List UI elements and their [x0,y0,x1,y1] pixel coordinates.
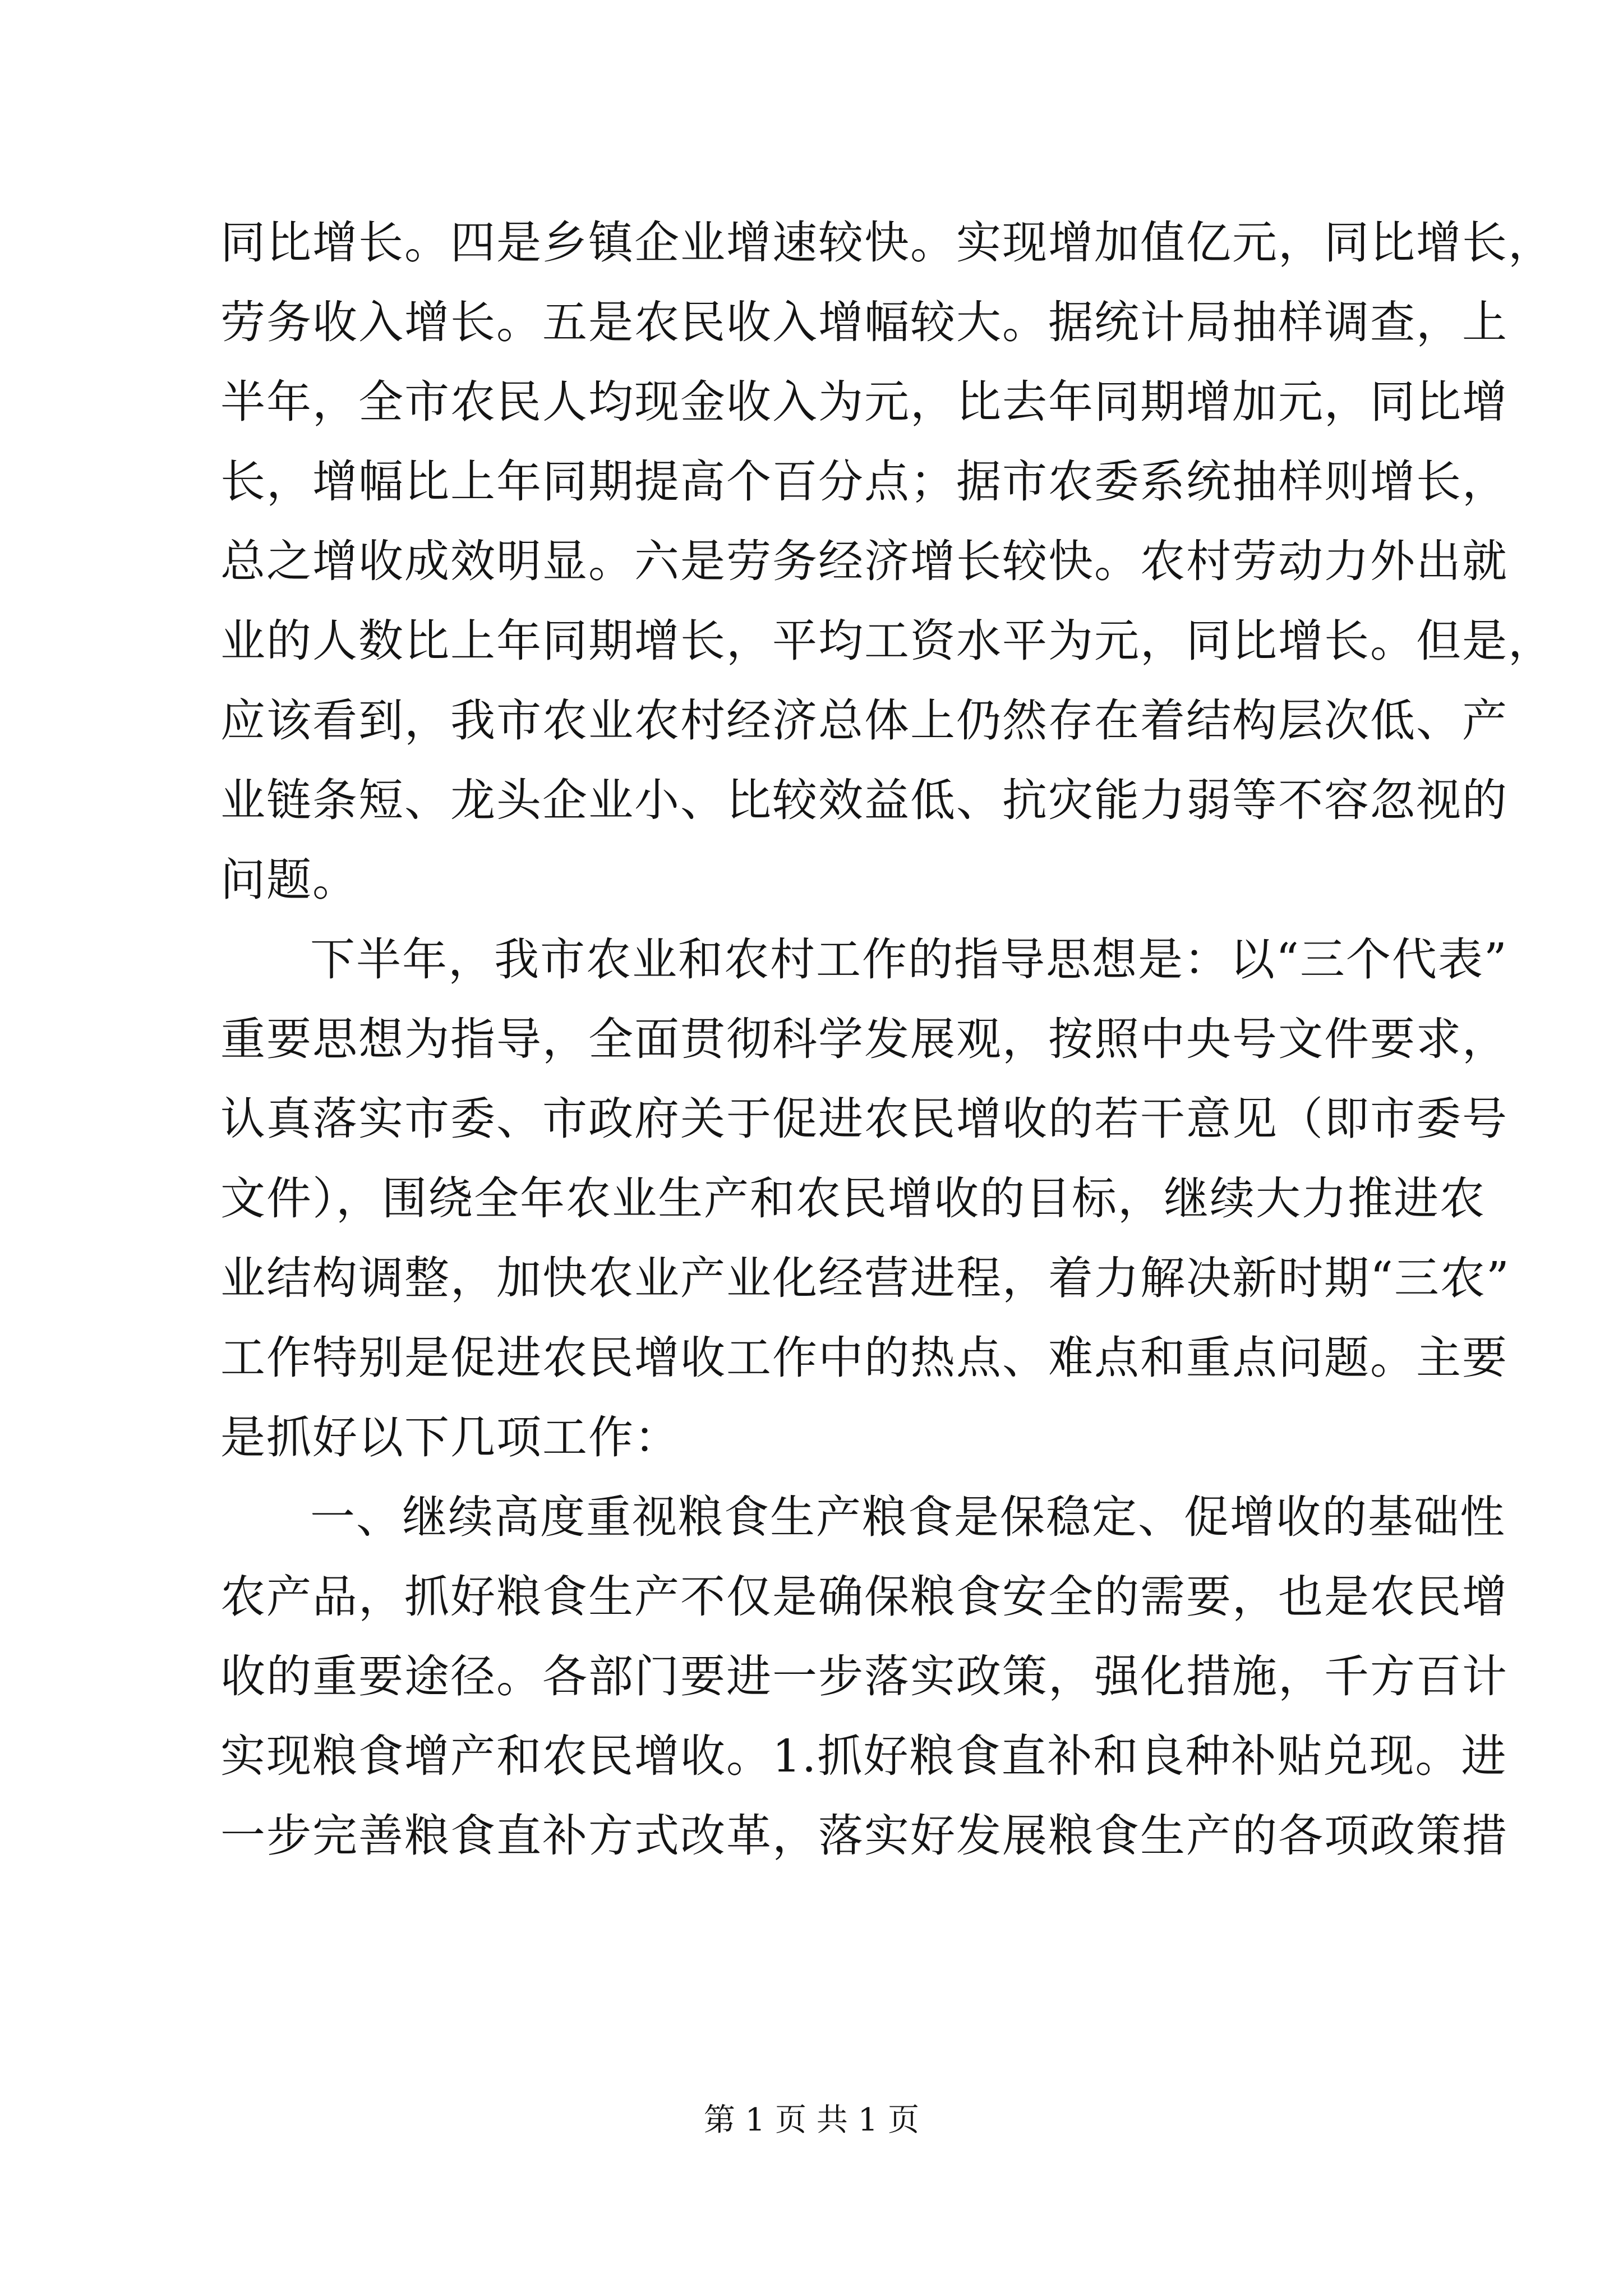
paragraph-3 [220,1478,1508,1876]
text-line: 业链条短、龙头企业小、比较效益低、抗灾能力弱等不容忽视的 [220,774,1508,826]
text-line: 实现粮食增产和农民增收。1.抓好粮食直补和良种补贴兑现。进 [220,1730,1507,1782]
text-line: 问题。 [220,854,358,906]
text-line: 长，增幅比上年同期提高个百分点；据市农委系统抽样则增长， [220,455,1508,508]
page-number-footer: 第 1 页 共 1 页 [703,2102,920,2138]
text-line: 一步完善粮食直补方式改革，落实好发展粮食生产的各项政策措 [220,1810,1508,1862]
text-line: 文件），围绕全年农业生产和农民增收的目标，继续大力推进农 [220,1172,1486,1225]
text-line: 收的重要途径。各部门要进一步落实政策，强化措施，千方百计 [220,1650,1508,1703]
text-line: 是抓好以下几项工作： [220,1411,680,1464]
text-line: 农产品，抓好粮食生产不仅是确保粮食安全的需要，也是农民增 [220,1571,1508,1623]
paragraph-2 [220,920,1510,1478]
text-line: 应该看到，我市农业农村经济总体上仍然存在着结构层次低、产 [220,694,1508,747]
text-line: 重要思想为指导，全面贯彻科学发展观，按照中央号文件要求， [220,1013,1508,1065]
text-line: 下半年，我市农业和农村工作的指导思想是：以“三个代表” [310,933,1508,986]
text-line: 同比增长。四是乡镇企业增速较快。实现增加值亿元，同比增长， [220,217,1554,269]
body-text [220,203,1554,1876]
text-line: 半年，全市农民人均现金收入为元，比去年同期增加元，同比增 [220,376,1508,428]
text-line: 总之增收成效明显。六是劳务经济增长较快。农村劳动力外出就 [220,535,1508,587]
text-line: 业的人数比上年同期增长，平均工资水平为元，同比增长。但是， [220,615,1554,667]
text-line: 劳务收入增长。五是农民收入增幅较大。据统计局抽样调查，上 [220,296,1508,348]
paragraph-1 [220,203,1554,920]
text-line: 认真落实市委、市政府关于促进农民增收的若干意见（即市委号 [220,1093,1508,1145]
text-line: 业结构调整，加快农业产业化经营进程，着力解决新时期“三农” [220,1252,1510,1304]
text-line: 工作特别是促进农民增收工作中的热点、难点和重点问题。主要 [220,1332,1508,1384]
text-line: 一、继续高度重视粮食生产粮食是保稳定、促增收的基础性 [310,1491,1506,1543]
